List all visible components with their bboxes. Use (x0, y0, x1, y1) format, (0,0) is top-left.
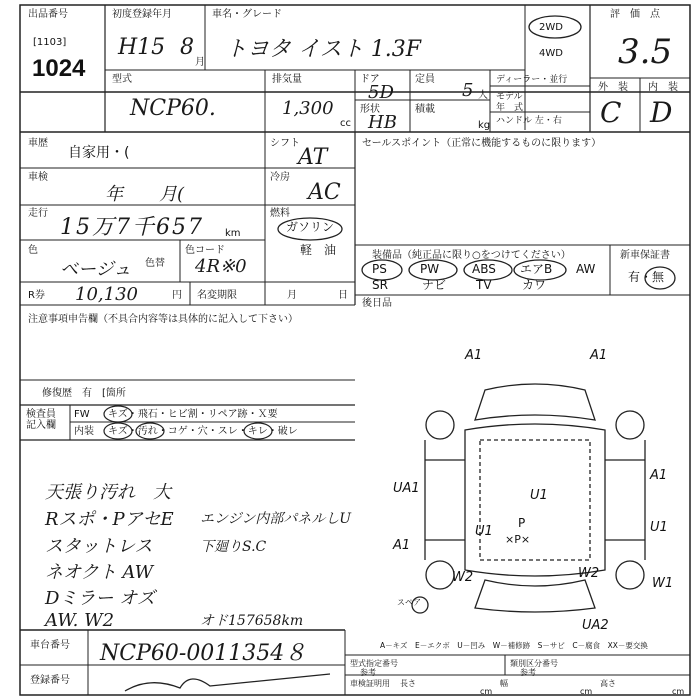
cm-2: cm (580, 687, 593, 696)
handle-label: ハンドル 左・右 (496, 116, 562, 126)
equipment-circles (355, 255, 605, 295)
repair-label: 修復歴 有 [箇所 (42, 388, 126, 399)
note-line-4: ネオクト AW (45, 562, 154, 583)
color-value: ベージュ (60, 259, 132, 280)
model-year-label: モデル 年 式 (496, 92, 524, 113)
note-line-2: Rスポ・PアセE (45, 509, 174, 530)
color-code-label: 色コード (185, 245, 225, 256)
type-designation-label: 型式指定番号 (350, 659, 398, 668)
recycle-label: R券 (28, 290, 45, 301)
warranty-value: 有・無 (628, 270, 665, 284)
equip-tv: TV (476, 278, 492, 292)
mileage-label: 走行 (28, 208, 48, 219)
name-change-month: 月 (287, 290, 297, 301)
reference-1: 参考 (360, 668, 376, 677)
equip-ps: PS (372, 262, 387, 276)
cc-unit: cc (340, 118, 351, 129)
cm-1: cm (480, 687, 493, 696)
equip-pw: PW (420, 262, 440, 276)
interior-label: 内 装 (648, 82, 678, 93)
kg-unit: kg (478, 120, 491, 131)
cm-3: cm (672, 687, 685, 696)
color-change-label: 色替 (145, 258, 165, 269)
ac-label: 冷房 (270, 172, 290, 183)
dealer-label: ディーラー・並行 (496, 75, 568, 85)
displacement-value: 1,300 (282, 98, 334, 119)
score-label: 評 価 点 (610, 9, 660, 20)
shift-value: AT (298, 145, 328, 170)
history-value: 自家用・( (68, 145, 130, 161)
equip-abs: ABS (472, 262, 496, 276)
inspector-label: 検査員 記入欄 (26, 409, 56, 431)
note-line-6: AW. W2 (45, 610, 115, 631)
person-unit: 人 (478, 90, 488, 101)
new-warranty-label: 新車保証書 (620, 250, 670, 261)
fuel-circle (276, 215, 346, 245)
doors-label: ドア (360, 74, 380, 85)
damage-u1-center: U1 (530, 488, 548, 503)
month-unit: 月 (195, 57, 205, 68)
damage-legend: A－キズ E－エクボ U－凹み W－補修跡 S－サビ C－腐食 XX－要交換 (380, 641, 648, 650)
length-label: 長さ (400, 679, 416, 688)
warranty-circle (642, 264, 682, 294)
damage-p-roof: P (518, 516, 526, 530)
equipment-label: 装備品（純正品に限り○をつけてください） (372, 250, 571, 261)
inspector-circles (100, 402, 280, 442)
fw-label: FW (74, 409, 90, 420)
spare-label: スペア (397, 598, 421, 607)
damage-xpx: ×P× (505, 533, 531, 546)
registration-label: 登録番号 (30, 675, 70, 686)
sales-point-label: セールスポイント（正常に機能するものに限ります） (362, 138, 602, 149)
load-label: 積載 (415, 104, 435, 115)
interior-items: キズ・汚れ・コゲ・穴・スレ・キレ・破レ (108, 426, 298, 437)
mileage-value: 15万7千657 (60, 215, 204, 240)
drive-4wd: 4WD (539, 48, 563, 59)
damage-w1-right: W1 (652, 576, 674, 591)
damage-a1-right: A1 (650, 468, 668, 483)
damage-ua1-left: UA1 (393, 481, 420, 496)
notes-label: 注意事項申告欄（不具合内容等は具体的に記入して下さい） (28, 314, 298, 325)
equip-navi: ナビ (422, 278, 447, 292)
doors-value: 5D (368, 82, 394, 103)
recycle-value: 10,130 (75, 284, 138, 305)
shift-label: シフト (270, 138, 300, 149)
first-registration-label: 初度登録年月 (112, 9, 172, 20)
damage-w2-right: W2 (578, 566, 600, 581)
damage-u1-roof: U1 (475, 524, 493, 539)
cert-label: 車検証明用 (350, 679, 390, 688)
drive-2wd: 2WD (539, 22, 563, 33)
equip-kawa: カワ (522, 278, 547, 292)
note-line-1: 天張り汚れ 大 (45, 482, 171, 503)
height-label: 高さ (600, 679, 616, 688)
name-change-day: 日 (338, 290, 348, 301)
history-label: 車歴 (28, 138, 48, 149)
km-unit: km (225, 228, 241, 239)
reference-2: 参考 (520, 668, 536, 677)
exterior-grade: C (600, 96, 622, 129)
fuel-light-oil: 軽 油 (300, 243, 337, 257)
fuel-label: 燃料 (270, 208, 290, 219)
note-right-1: エンジン内部パネルしU (200, 511, 352, 527)
model-value: NCP60. (130, 96, 216, 121)
note-line-3: スタットレス (45, 536, 153, 557)
capacity-label: 定員 (415, 74, 435, 85)
first-registration-era: H15 (118, 35, 166, 60)
damage-a1-front-left: A1 (465, 348, 483, 363)
damage-w2-left: W2 (452, 570, 474, 585)
name-change-label: 名変期限 (197, 290, 237, 301)
note-right-2: 下廻りS.C (200, 539, 267, 555)
ac-value: AC (308, 180, 341, 205)
damage-u1-right: U1 (650, 520, 668, 535)
note-line-5: Dミラー オズ (45, 588, 155, 609)
equip-aw: AW (576, 262, 596, 276)
width-label: 幅 (500, 679, 508, 688)
category-label: 類別区分番号 (510, 659, 558, 668)
name-grade: トヨタ イスト 1.3F (225, 37, 422, 62)
color-label: 色 (28, 245, 38, 256)
color-code-value: 4R※0 (195, 256, 247, 277)
equip-sr: SR (372, 278, 388, 292)
interior-check-label: 内装 (74, 426, 94, 437)
fuel-gasoline: ガソリン (286, 220, 335, 234)
equip-airbag: エアB (520, 262, 553, 276)
registration-scribble (120, 666, 340, 696)
name-grade-label: 車名・グレード (212, 9, 282, 20)
damage-a1-left-lower: A1 (393, 538, 411, 553)
inspection-label: 車検 (28, 172, 48, 183)
fw-items: キズ・飛石・ヒビ割・リペア跡・Ｘ要 (108, 409, 278, 420)
lot-number: 1024 (32, 55, 86, 82)
lot-label: 出品番号 (28, 9, 68, 20)
vin-value: NCP60-0011354８ (100, 641, 307, 666)
displacement-label: 排気量 (272, 74, 302, 85)
circle-2wd (525, 8, 585, 48)
first-registration-month: 8 (180, 35, 194, 60)
shape-value: HB (368, 112, 397, 133)
rear-seat-label: 後日品 (362, 298, 392, 309)
interior-grade: D (650, 96, 673, 129)
vin-label: 車台番号 (30, 640, 70, 651)
odometer-note: オド157658km (200, 613, 304, 629)
yen-unit: 円 (172, 290, 182, 301)
score-value: 3.5 (618, 32, 673, 72)
damage-a1-front-right: A1 (590, 348, 608, 363)
sheet-code: [1103] (33, 37, 67, 48)
exterior-label: 外 装 (598, 82, 628, 93)
model-label: 型式 (112, 74, 132, 85)
damage-ua2-rear: UA2 (582, 618, 609, 633)
inspection-value: 年 月( (105, 184, 185, 205)
capacity-value: 5 (462, 80, 474, 101)
shape-label: 形状 (360, 104, 380, 115)
